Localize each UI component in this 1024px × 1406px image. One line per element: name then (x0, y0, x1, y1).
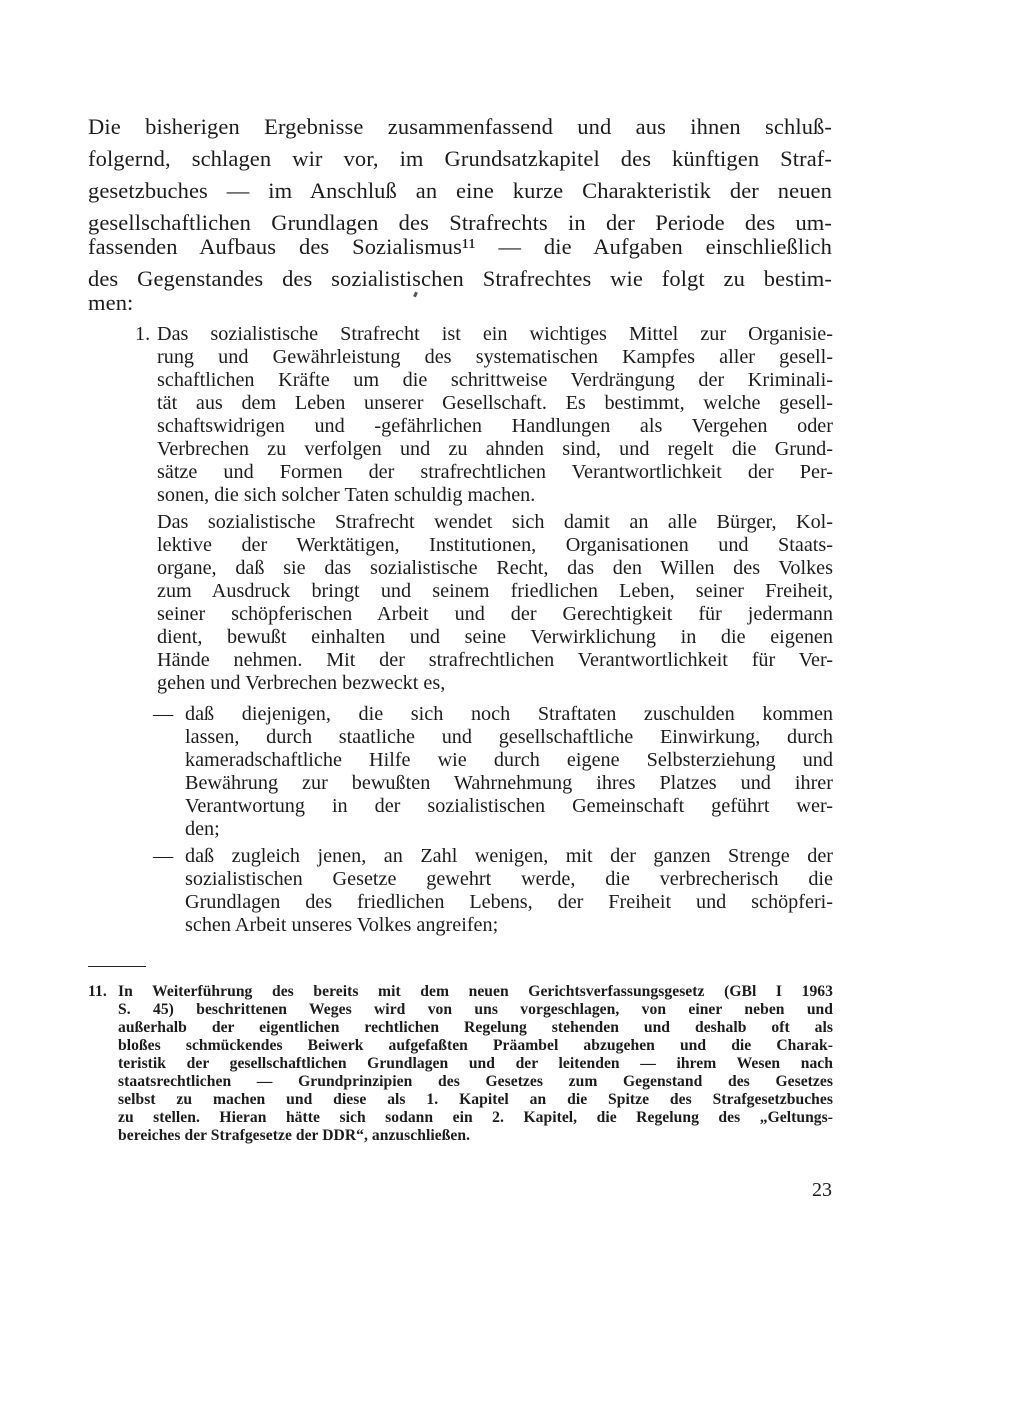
item-line: sätze und Formen der strafrechtlichen Verantwortlichkeit der Per- (157, 461, 833, 483)
intro-line: men: (88, 290, 134, 315)
footnote-number: 11. (88, 983, 107, 1000)
item-line: dient, bewußt einhalten und seine Verwirklichung in die eigenen (157, 626, 833, 648)
bullet-line: daß diejenigen, die sich noch Straftaten zuschulden kommen (185, 703, 833, 725)
intro-line: gesetzbuches — im Anschluß an eine kurze Charakteristik der neuen (88, 178, 832, 203)
intro-line: fassenden Aufbaus des Sozialismus¹¹ — die Aufgaben einschließlich (88, 234, 832, 259)
bullet-line: den; (185, 818, 220, 840)
intro-line: gesellschaftlichen Grundlagen des Strafrechts in der Periode des um- (88, 210, 832, 235)
item-line: Verbrechen zu verfolgen und zu ahnden sind, und regelt die Grund- (157, 438, 833, 460)
bullet-line: sozialistischen Gesetze gewehrt werde, die verbrecherisch die (185, 868, 833, 890)
bullet-line: lassen, durch staatliche und gesellschaftliche Einwirkung, durch (185, 726, 833, 748)
intro-line: des Gegenstandes des sozialistischen Strafrechtes wie folgt zu bestim- (88, 266, 832, 291)
item-line: seiner schöpferischen Arbeit und der Gerechtigkeit für jedermann (157, 603, 833, 625)
dash-marker: — (153, 703, 174, 725)
footnote-line: außerhalb der eigentlichen rechtlichen Regelung stehenden und deshalb oft als (118, 1019, 833, 1036)
bullet-line: daß zugleich jenen, an Zahl wenigen, mit der ganzen Strenge der (185, 845, 833, 867)
dash-marker: — (153, 845, 174, 867)
page-number: 23 (812, 1179, 832, 1201)
item-line: zum Ausdruck bringt und seinem friedlichen Leben, seiner Freiheit, (157, 580, 833, 602)
intro-line: Die bisherigen Ergebnisse zusammenfassend und aus ihnen schluß- (88, 114, 832, 139)
footnote-line: zu stellen. Hieran hätte sich sodann ein 2. Kapitel, die Regelung des „Geltungs- (118, 1109, 833, 1126)
item-line: schaftswidrigen und -gefährlichen Handlungen als Vergehen oder (157, 415, 833, 437)
footnote-line: selbst zu machen und diese als 1. Kapitel an die Spitze des Strafgesetzbuches (118, 1091, 833, 1108)
footnote-line: S. 45) beschrittenen Weges wird von uns vorgeschlagen, von einer neben und (118, 1001, 833, 1018)
item-line: Das sozialistische Strafrecht wendet sich damit an alle Bürger, Kol- (157, 511, 833, 533)
scan-speck (413, 292, 418, 298)
item-line: organe, daß sie das sozialistische Recht, das den Willen des Volkes (157, 557, 833, 579)
bullet-line: schen Arbeit unseres Volkes angreifen; (185, 914, 499, 936)
bullet-line: Verantwortung in der sozialistischen Gemeinschaft geführt wer- (185, 795, 833, 817)
footnote-line: bereiches der Strafgesetze der DDR“, anzuschließen. (118, 1127, 471, 1144)
item-line: rung und Gewährleistung des systematischen Kampfes aller gesell- (157, 346, 833, 368)
bullet-line: Bewährung zur bewußten Wahrnehmung ihres Platzes und ihrer (185, 772, 833, 794)
footnote-line: staatsrechtlichen — Grundprinzipien des Gesetzes zum Gegenstand des Gesetzes (118, 1073, 833, 1090)
item-line: Hände nehmen. Mit der strafrechtlichen Verantwortlichkeit für Ver- (157, 649, 833, 671)
item-line: gehen und Verbrechen bezweckt es, (157, 672, 446, 694)
item-line: lektive der Werktätigen, Institutionen, Organisationen und Staats- (157, 534, 833, 556)
item-line: tät aus dem Leben unserer Gesellschaft. Es bestimmt, welche gesell- (157, 392, 833, 414)
list-number: 1. (135, 323, 151, 345)
footnote-line: bloßes schmückendes Beiwerk aufgefaßten Präambel abzugehen und die Charak- (118, 1037, 833, 1054)
intro-line: folgernd, schlagen wir vor, im Grundsatzkapitel des künftigen Straf- (88, 146, 832, 171)
item-line: schaftlichen Kräfte um die schrittweise Verdrängung der Kriminali- (157, 369, 833, 391)
footnote-line: teristik der gesellschaftlichen Grundlagen und der leitenden — ihrem Wesen nach (118, 1055, 833, 1072)
bullet-line: Grundlagen des friedlichen Lebens, der Freiheit und schöpferi- (185, 891, 833, 913)
footnote-line: In Weiterführung des bereits mit dem neuen Gerichtsverfassungsgesetz (GBl I 1963 (118, 983, 833, 1000)
bullet-line: kameradschaftliche Hilfe wie durch eigene Selbsterziehung und (185, 749, 833, 771)
item-line: sonen, die sich solcher Taten schuldig machen. (157, 484, 536, 506)
footnote-rule (88, 966, 146, 967)
item-line: Das sozialistische Strafrecht ist ein wichtiges Mittel zur Organisie- (157, 323, 833, 345)
